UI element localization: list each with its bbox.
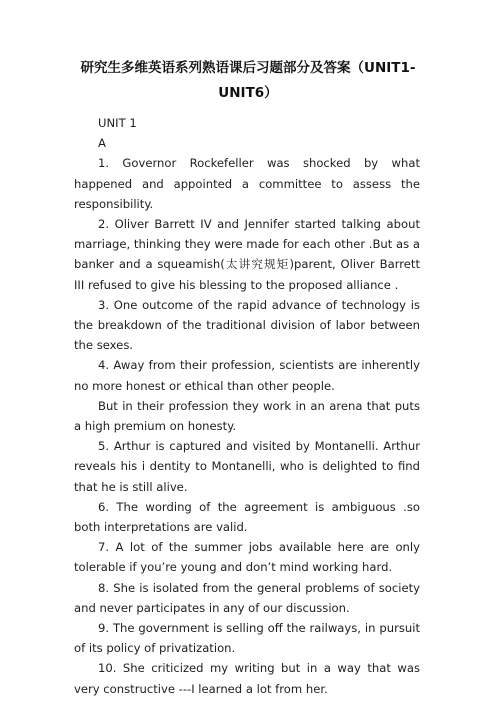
paragraph: 5. Arthur is captured and visited by Montanelli. Arthur reveals his i dentity to Montanelli, who is delighted to find that he is still alive. <box>74 439 420 494</box>
paragraph: 8. She is isolated from the general problems of society and never participates in any of our discussion. <box>74 580 420 615</box>
title-line-2: UNIT6） <box>218 85 278 101</box>
paragraph: 6. The wording of the agreement is ambiguous .so both interpretations are valid. <box>74 499 420 535</box>
paragraph: 7. A lot of the summer jobs available here are only tolerable if you’re young and don’t mind working hard. <box>74 540 420 575</box>
paragraph: 2. Oliver Barrett IV and Jennifer started talking about marriage, thinking they were made for each other .But as a banker and a squeamish(太讲究规矩)parent, Oliver Barrett III refused to give his blessing to the proposed alliance . <box>74 217 420 292</box>
paragraph: But in their profession they work in an arena that puts a high premium on honesty. <box>74 398 420 434</box>
paragraph: 9. The government is selling off the railways, in pursuit of its policy of privatization. <box>74 621 420 656</box>
document-body <box>74 113 420 699</box>
paragraph: 10. She criticized my writing but in a way that was very constructive ---I learned a lot from her. <box>74 661 420 696</box>
title-line-1: 研究生多维英语系列熟语课后习题部分及答案（UNIT1- <box>80 60 416 76</box>
section-heading: A <box>98 136 106 151</box>
paragraph: 3. One outcome of the rapid advance of technology is the breakdown of the traditional division of labor between the sexes. <box>74 297 420 353</box>
document-title <box>74 56 422 106</box>
paragraph: 1. Governor Rockefeller was shocked by what happened and appointed a committee to assess the responsibility. <box>74 156 420 211</box>
paragraph: 4. Away from their profession, scientists are inherently no more honest or ethical than other people. <box>74 358 420 393</box>
unit-heading: UNIT 1 <box>98 116 137 130</box>
